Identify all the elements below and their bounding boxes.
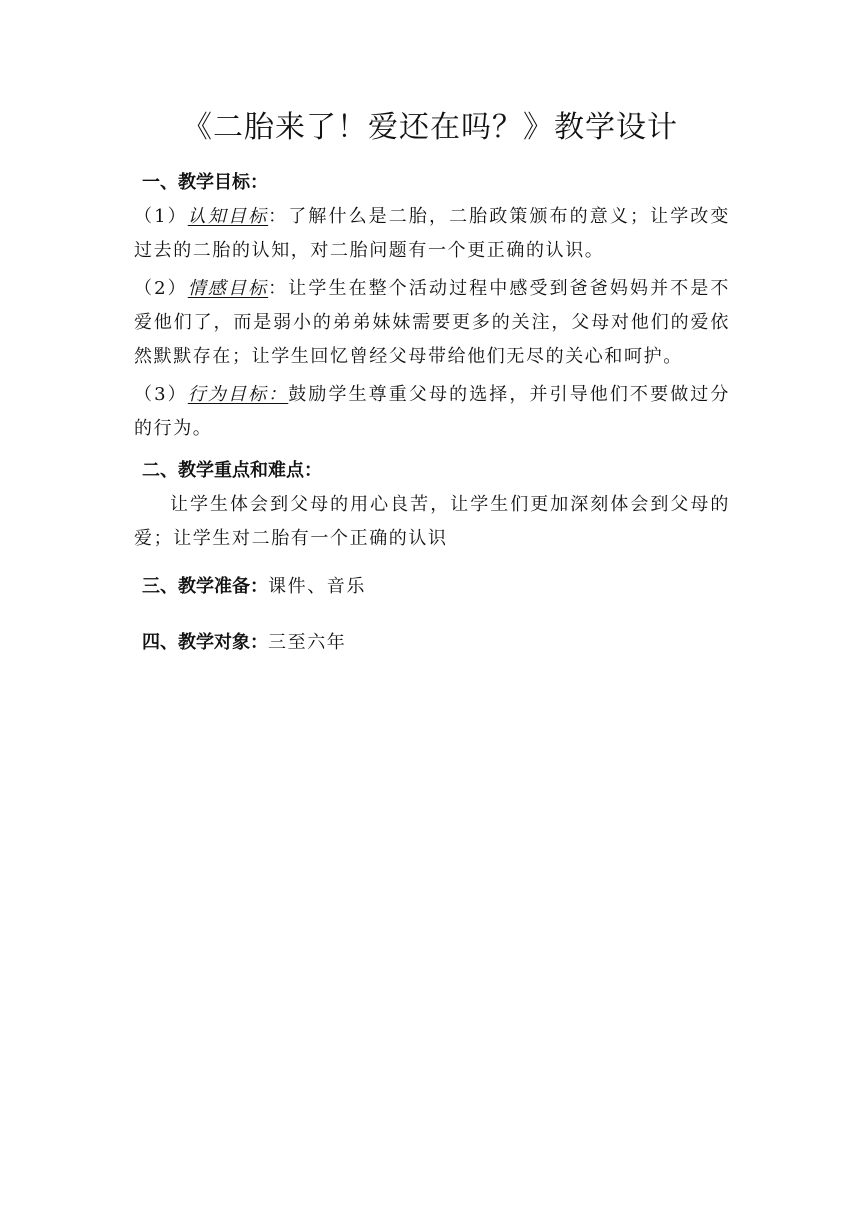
document-title: 《二胎来了！爱还在吗？》教学设计 [182,110,678,145]
objective-item-emotional [134,272,730,374]
objective-number: （1） [134,206,188,227]
key-points-block [134,488,730,556]
objectives-list [134,200,730,446]
objective-text: 了解什么是二胎，二胎政策颁布的意义；让学改变过去的二胎的认知，对二胎问题有一个更正确的认识。 [134,206,730,261]
section-heading-key-points: 二、教学重点和难点： [142,460,322,481]
objective-text: 鼓励学生尊重父母的选择，并引导他们不要做过分的行为。 [134,384,731,439]
objective-separator: ： [268,278,289,299]
objective-label: 认知目标 [187,206,269,227]
objective-label: 行为目标： [187,384,289,405]
objective-item-cognitive [134,200,730,268]
preparation-value: 课件、音乐 [268,576,366,597]
section-heading-audience: 四、教学对象： [142,632,268,653]
objective-number: （3） [134,384,188,405]
audience-line [142,630,346,656]
objective-text: 让学生在整个活动过程中感受到爸爸妈妈并不是不爱他们了，而是弱小的弟弟妹妹需要更多的关注，父母对他们的爱依然默默存在；让学生回忆曾经父母带给他们无尽的关心和呵护。 [134,278,730,367]
objective-number: （2） [134,278,188,299]
objective-label: 情感目标 [187,278,269,299]
key-points-text: 让学生体会到父母的用心良苦，让学生们更加深刻体会到父母的爱；让学生对二胎有一个正确的认识 [134,494,730,549]
section-heading-objectives: 一、教学目标： [142,172,268,193]
section-heading-preparation: 三、教学准备： [142,576,268,597]
objective-separator: ： [268,206,289,227]
audience-value: 三至六年 [268,632,347,653]
preparation-line [142,574,366,600]
objective-item-behavioral [134,378,730,446]
